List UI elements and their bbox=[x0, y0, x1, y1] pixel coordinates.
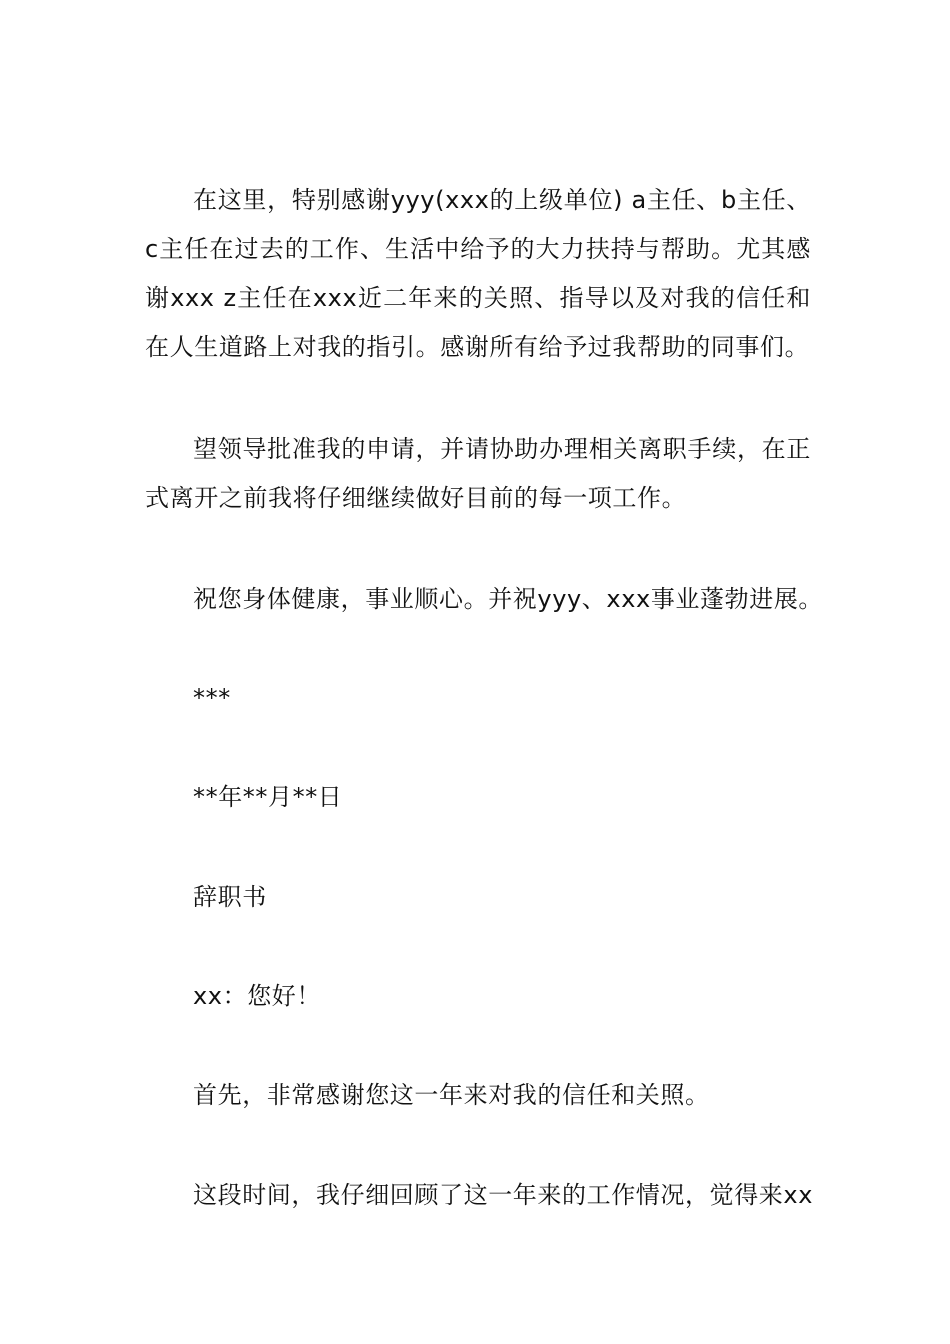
signature-line: *** bbox=[193, 684, 231, 712]
wishes-paragraph: 祝您身体健康，事业顺心。并祝yyy、xxx事业蓬勃进展。 bbox=[193, 585, 824, 613]
continuation-paragraph: 这段时间，我仔细回顾了这一年来的工作情况，觉得来xx bbox=[193, 1181, 814, 1209]
opening-paragraph: 首先，非常感谢您这一年来对我的信任和关照。 bbox=[193, 1081, 710, 1109]
letter-title: 辞职书 bbox=[193, 883, 267, 911]
request-paragraph: 望领导批准我的申请，并请协助办理相关离职手续，在正式离开之前我将仔细继续做好目前的每一项工作。 bbox=[145, 435, 811, 512]
thanks-paragraph: 在这里，特别感谢yyy(xxx的上级单位) a主任、b主任、c主任在过去的工作、生活中给予的大力扶持与帮助。尤其感谢xxx z主任在xxx近二年来的关照、指导以及对我的信任和在人生道路上对我的指引。感谢所有给予过我帮助的同事们。 bbox=[145, 186, 811, 361]
date-line: **年**月**日 bbox=[193, 783, 343, 811]
greeting-line: xx：您好！ bbox=[193, 982, 322, 1010]
